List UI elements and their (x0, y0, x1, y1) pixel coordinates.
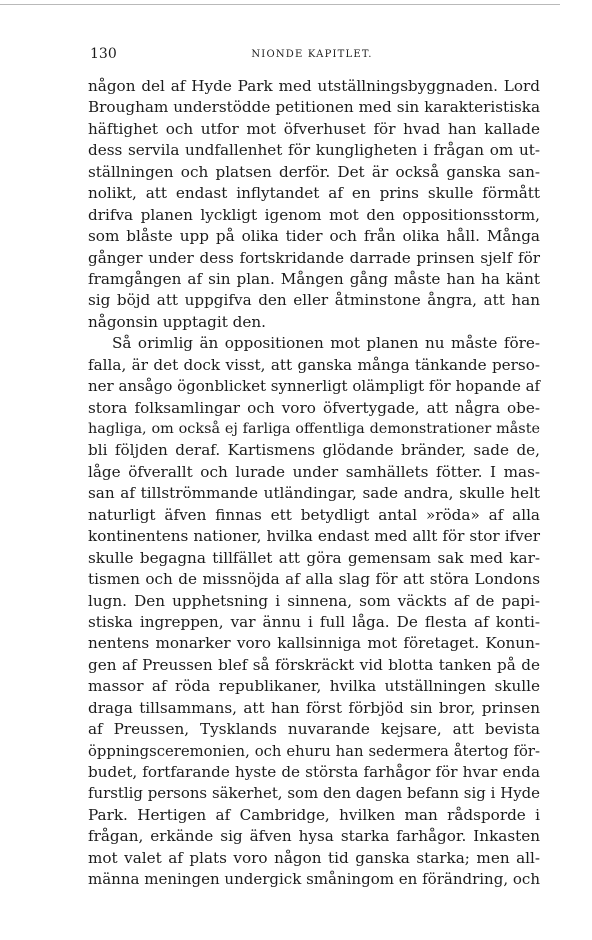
text-line: af Preussen, Tysklands nuvarande kejsare, att bevista (88, 720, 540, 739)
text-line: öppningsceremonien, och ehuru han sedermera återtog för- (88, 742, 540, 760)
text-line: tismen och de missnöjda af alla slag för att störa Londons (88, 570, 540, 589)
text-line: falla, är det dock visst, att ganska många tänkande perso- (88, 355, 540, 374)
text-line: drifva planen lyckligt igenom mot den oppositionsstorm, (88, 205, 540, 224)
page-header (88, 44, 536, 66)
text-line: mot valet af plats voro någon tid ganska starka; men all- (88, 848, 540, 867)
text-line: lugn. Den upphetsning i sinnena, som väckts af de papi- (88, 591, 540, 610)
text-line: gånger under dess fortskridande darrade prinsen sjelf för (88, 248, 540, 267)
text-line: Park. Hertigen af Cambridge, hvilken man rådsporde i (88, 805, 540, 824)
running-head: NIONDE KAPITLET. (251, 49, 373, 60)
top-rule (0, 4, 560, 5)
text-line: bli följden deraf. Kartismens glödande bränder, sade de, (88, 441, 540, 460)
page-number: 130 (90, 46, 117, 62)
text-line: nolikt, att endast inflytandet af en prins skulle förmått (88, 184, 540, 203)
paragraph-first-line: Så orimlig än oppositionen mot planen nu måste före- (112, 334, 540, 353)
text-line: skulle begagna tillfället att göra gemensam sak med kar- (88, 548, 540, 567)
text-line: budet, fortfarande hyste de största farhågor för hvar enda (88, 763, 540, 781)
text-line: sig böjd att uppgifva den eller åtminstone ångra, att han (88, 291, 540, 310)
text-line: nentens monarker voro kallsinniga mot företaget. Konun- (88, 634, 540, 653)
text-line: dess servila undfallenhet för kungligheten i frågan om ut- (88, 141, 540, 160)
text-line: låge öfverallt och lurade under samhällets fötter. I mas- (88, 462, 540, 481)
text-line: kontinentens nationer, hvilka endast med allt för stor ifver (88, 527, 540, 546)
text-line: som blåste upp på olika tider och från olika håll. Många (88, 227, 540, 246)
text-line: hagliga, om också ej farliga offentliga demonstrationer måste (88, 421, 540, 437)
text-line: Brougham understödde petitionen med sin karakteristiska (88, 98, 540, 117)
text-line: san af tillströmmande utländingar, sade andra, skulle helt (88, 484, 540, 503)
text-line: framgången af sin plan. Mången gång måste han ha känt (88, 269, 540, 288)
text-line: naturligt äfven finnas ett betydligt antal »röda» af alla (88, 505, 540, 524)
text-line: furstlig persons säkerhet, som den dagen befann sig i Hyde (88, 784, 540, 803)
text-line: stiska ingreppen, var ännu i full låga. De flesta af konti- (88, 612, 540, 631)
text-line: stora folksamlingar och voro öfvertygade, att några obe- (88, 398, 540, 417)
text-line: männa meningen undergick småningom en förändring, och (88, 870, 540, 889)
text-line: gen af Preussen blef så förskräckt vid blotta tanken på de (88, 655, 540, 674)
text-line: ner ansågo ögonblicket synnerligt olämpligt för hopande af (88, 377, 541, 396)
text-line: någon del af Hyde Park med utställningsbyggnaden. Lord (88, 77, 540, 95)
text-line: massor af röda republikaner, hvilka utställningen skulle (88, 677, 540, 696)
text-line: någonsin upptagit den. (88, 312, 266, 331)
text-line: draga tillsammans, att han först förbjöd sin bror, prinsen (88, 698, 540, 717)
text-line: ställningen och platsen derför. Det är också ganska san- (88, 162, 540, 181)
text-line: häftighet och utfor mot öfverhuset för hvad han kallade (88, 119, 540, 138)
body-text (88, 76, 540, 891)
text-line: frågan, erkände sig äfven hysa starka farhågor. Inkasten (88, 827, 540, 846)
